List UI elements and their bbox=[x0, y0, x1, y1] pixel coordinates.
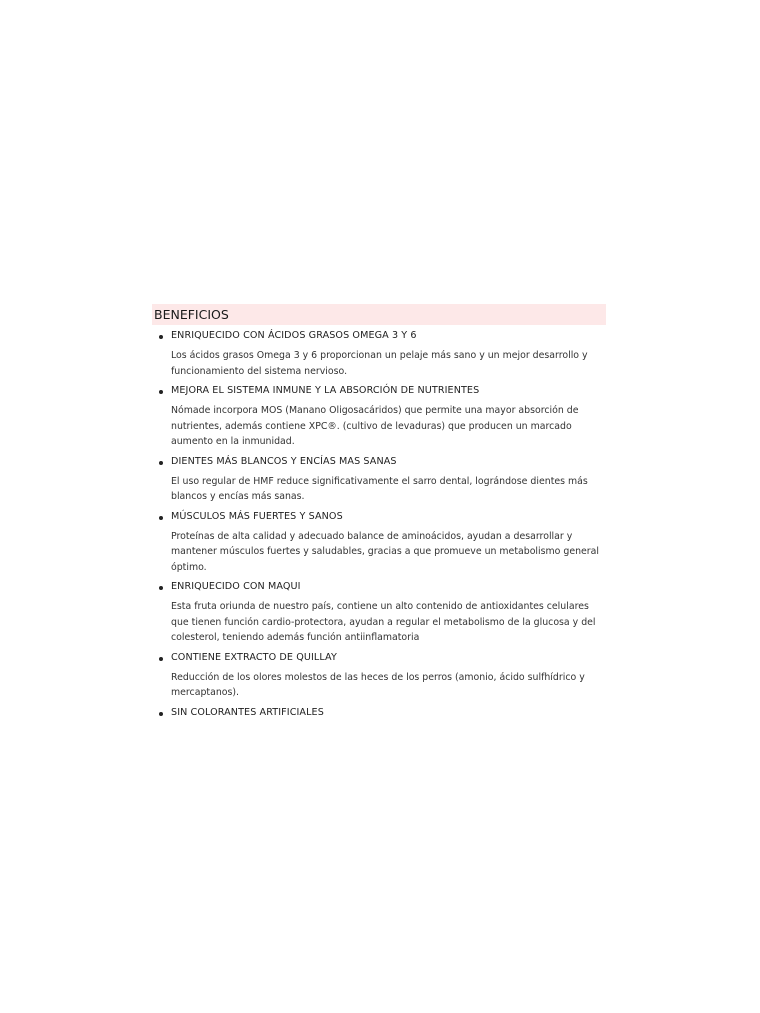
benefit-description: El uso regular de HMF reduce significativamente el sarro dental, lográndose dientes más blancos y encías más sanas. bbox=[171, 475, 588, 502]
benefit-title-text: DIENTES MÁS BLANCOS Y ENCÍAS MAS SANAS bbox=[171, 455, 397, 467]
bullet-icon bbox=[159, 516, 163, 520]
benefit-description: Los ácidos grasos Omega 3 y 6 proporcionan un pelaje más sano y un mejor desarrollo y funcionamiento del sistema nervioso. bbox=[171, 350, 588, 377]
benefit-title-text: ENRIQUECIDO CON ÁCIDOS GRASOS OMEGA 3 Y 6 bbox=[171, 330, 417, 341]
benefit-list bbox=[152, 325, 606, 725]
section-title: BENEFICIOS bbox=[152, 304, 606, 325]
benefit-item-omega bbox=[152, 325, 606, 379]
benefit-item-teeth bbox=[152, 451, 606, 505]
benefit-title bbox=[171, 702, 606, 725]
benefit-title bbox=[171, 576, 606, 599]
benefit-item-quillay bbox=[152, 647, 606, 701]
benefit-title bbox=[171, 506, 606, 529]
benefit-item-maqui bbox=[152, 576, 606, 646]
benefit-title-text: SIN COLORANTES ARTIFICIALES bbox=[171, 706, 324, 718]
benefit-item-immune bbox=[152, 380, 606, 450]
benefit-title-text: MÚSCULOS MÁS FUERTES Y SANOS bbox=[171, 510, 343, 522]
benefit-title bbox=[171, 647, 606, 670]
benefit-title-text: ENRIQUECIDO CON MAQUI bbox=[171, 581, 301, 592]
bullet-icon bbox=[159, 335, 163, 339]
benefit-title bbox=[171, 451, 606, 474]
benefit-description: Nómade incorpora MOS (Manano Oligosacáridos) que permite una mayor absorción de nutrientes, además contiene XPC®. (cultivo de levaduras) que producen un marcado aumento en la inmunidad. bbox=[171, 405, 579, 447]
bullet-icon bbox=[159, 390, 163, 394]
benefits-section bbox=[152, 304, 606, 725]
benefit-title bbox=[171, 325, 606, 348]
bullet-icon bbox=[159, 461, 163, 465]
benefit-title bbox=[171, 380, 606, 403]
benefit-description: Reducción de los olores molestos de las heces de los perros (amonio, ácido sulfhídrico y mercaptanos). bbox=[171, 671, 585, 698]
bullet-icon bbox=[159, 657, 163, 661]
bullet-icon bbox=[159, 712, 163, 716]
bullet-icon bbox=[159, 586, 163, 590]
benefit-description: Esta fruta oriunda de nuestro país, contiene un alto contenido de antioxidantes celulares que tienen función cardio-protectora, ayudan a regular el metabolismo de la glucosa y del colesterol, teniendo además función antiinflamatoria bbox=[171, 601, 596, 643]
benefit-item-no-colorants bbox=[152, 702, 606, 725]
benefit-description: Proteínas de alta calidad y adecuado balance de aminoácidos, ayudan a desarrollar y mantener músculos fuertes y saludables, gracias a que promueve un metabolismo general óptimo. bbox=[171, 530, 600, 573]
benefit-item-muscles bbox=[152, 506, 606, 576]
benefit-title-text: CONTIENE EXTRACTO DE QUILLAY bbox=[171, 651, 337, 663]
benefit-title-text: MEJORA EL SISTEMA INMUNE Y LA ABSORCIÓN DE NUTRIENTES bbox=[171, 385, 480, 396]
